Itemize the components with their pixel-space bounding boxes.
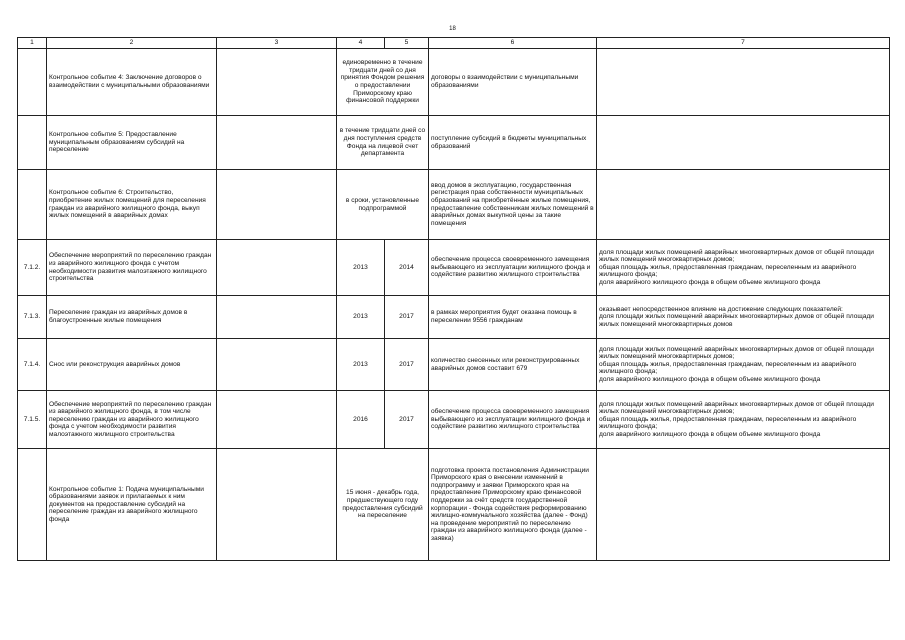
result-cell: договоры о взаимодействии с муниципальными образованиями xyxy=(429,49,597,116)
indicators-cell xyxy=(597,170,890,240)
header-cell: 6 xyxy=(429,38,597,49)
table-row xyxy=(18,339,890,391)
responsible-cell xyxy=(217,449,337,561)
activity-name: Обеспечение мероприятий по переселению граждан из аварийного жилищного фонда с учетом необходимости развития малоэтажного жилищного строительства xyxy=(47,240,217,296)
table-row xyxy=(18,240,890,296)
indicators-cell: доля площади жилых помещений аварийных многоквартирных домов от общей площади жилых помещений многоквартирных домов; общая площадь жилья, предоставленная гражданам, переселенным из аварийного жилищного фонда; доля аварийного жилищного фонда в общем объеме жилищного фонда xyxy=(597,240,890,296)
result-cell: ввод домов в эксплуатацию, государственная регистрация прав собственности муниципальных образований на приобретённые жилые помещения, предоставление собственникам жилых помещений в аварийных домах выкупной цены за такие помещения xyxy=(429,170,597,240)
responsible-cell xyxy=(217,49,337,116)
row-number: 7.1.5. xyxy=(18,391,47,449)
activity-name: Обеспечение мероприятий по переселению граждан из аварийного жилищного фонда, в том числе переселению граждан из аварийного жилищного фонда с учетом необходимости развития малоэтажного жилищного строительства xyxy=(47,391,217,449)
activity-name: Контрольное событие 6: Строительство, приобретение жилых помещений для переселения граждан из аварийного жилищного фонда, выкуп жилых помещений в аварийных домах xyxy=(47,170,217,240)
end-year: 2017 xyxy=(385,391,429,449)
responsible-cell xyxy=(217,296,337,339)
header-cell: 4 xyxy=(337,38,385,49)
table-row xyxy=(18,296,890,339)
end-year: 2017 xyxy=(385,339,429,391)
result-cell: обеспечение процесса своевременного замещения выбывающего из эксплуатации жилищного фонда и содействие развитию жилищного строительства xyxy=(429,240,597,296)
end-year: 2014 xyxy=(385,240,429,296)
header-cell: 1 xyxy=(18,38,47,49)
activity-name: Контрольное событие 5: Предоставление муниципальным образованиям субсидий на переселение xyxy=(47,116,217,170)
page-number: 18 xyxy=(449,26,456,32)
term-cell: в сроки, установленные подпрограммой xyxy=(337,170,429,240)
row-number: 7.1.3. xyxy=(18,296,47,339)
responsible-cell xyxy=(217,116,337,170)
result-cell: в рамках мероприятия будет оказана помощь в переселении 9556 гражданам xyxy=(429,296,597,339)
table-row xyxy=(18,49,890,116)
indicators-cell: доля площади жилых помещений аварийных многоквартирных домов от общей площади жилых помещений многоквартирных домов; общая площадь жилья, предоставленная гражданам, переселенным из аварийного жилищного фонда; доля аварийного жилищного фонда в общем объеме жилищного фонда xyxy=(597,339,890,391)
table-row xyxy=(18,391,890,449)
indicators-cell xyxy=(597,449,890,561)
table-row xyxy=(18,116,890,170)
row-number xyxy=(18,449,47,561)
term-cell: 15 июня - декабрь года, предшествующего году предоставления субсидий на переселение xyxy=(337,449,429,561)
row-number xyxy=(18,170,47,240)
indicators-cell: оказывает непосредственное влияние на достижение следующих показателей: доля площади жилых помещений аварийных многоквартирных домов от общей площади жилых помещений многоквартирных домов xyxy=(597,296,890,339)
activity-name: Контрольное событие 4: Заключение договоров о взаимодействии с муниципальными образованиями xyxy=(47,49,217,116)
indicators-cell xyxy=(597,116,890,170)
end-year: 2017 xyxy=(385,296,429,339)
responsible-cell xyxy=(217,339,337,391)
term-cell: в течение тридцати дней со дня поступления средств Фонда на лицевой счет департамента xyxy=(337,116,429,170)
result-cell: подготовка проекта постановления Администрации Приморского края о внесении изменений в подпрограмму и заявки Приморского края на предоставление Приморскому краю финансовой поддержки за счёт средств государственной корпорации - Фонда содействия реформированию жилищно-коммунального хозяйства (далее - Фонд) на проведение мероприятий по переселению граждан из аварийного жилищного фонда (далее - заявка) xyxy=(429,449,597,561)
header-row xyxy=(18,38,890,49)
indicators-cell xyxy=(597,49,890,116)
start-year: 2013 xyxy=(337,240,385,296)
table-row xyxy=(18,449,890,561)
activity-name: Переселение граждан из аварийных домов в благоустроенные жилые помещения xyxy=(47,296,217,339)
result-cell: обеспечение процесса своевременного замещения выбывающего из эксплуатации жилищного фонда и содействие развитию жилищного строительства xyxy=(429,391,597,449)
result-cell: количество снесенных или реконструированных аварийных домов составит 679 xyxy=(429,339,597,391)
activity-name: Снос или реконструкция аварийных домов xyxy=(47,339,217,391)
header-cell: 5 xyxy=(385,38,429,49)
row-number: 7.1.4. xyxy=(18,339,47,391)
activity-name: Контрольное событие 1: Подача муниципальными образованиями заявок и прилагаемых к ним документов на предоставление субсидий на переселение граждан из аварийного жилищного фонда xyxy=(47,449,217,561)
header-cell: 7 xyxy=(597,38,890,49)
indicators-cell: доля площади жилых помещений аварийных многоквартирных домов от общей площади жилых помещений многоквартирных домов; общая площадь жилья, предоставленная гражданам, переселенным из аварийного жилищного фонда; доля аварийного жилищного фонда в общем объеме жилищного фонда xyxy=(597,391,890,449)
table-row xyxy=(18,170,890,240)
responsible-cell xyxy=(217,170,337,240)
result-cell: поступление субсидий в бюджеты муниципальных образований xyxy=(429,116,597,170)
responsible-cell xyxy=(217,240,337,296)
row-number xyxy=(18,49,47,116)
header-cell: 3 xyxy=(217,38,337,49)
activities-table xyxy=(17,37,890,561)
responsible-cell xyxy=(217,391,337,449)
header-cell: 2 xyxy=(47,38,217,49)
term-cell: единовременно в течение тридцати дней со дня принятия Фондом решения о предоставлении Приморскому краю финансовой поддержки xyxy=(337,49,429,116)
start-year: 2016 xyxy=(337,391,385,449)
row-number: 7.1.2. xyxy=(18,240,47,296)
start-year: 2013 xyxy=(337,339,385,391)
start-year: 2013 xyxy=(337,296,385,339)
row-number xyxy=(18,116,47,170)
